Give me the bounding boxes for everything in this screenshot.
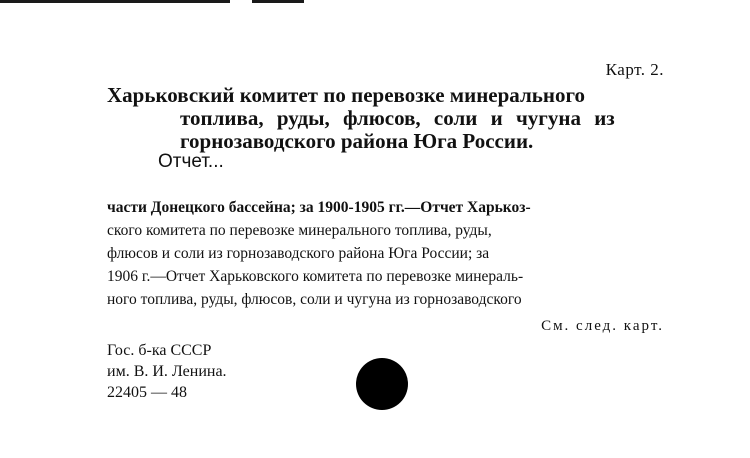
punch-hole — [356, 358, 408, 410]
library-line-2: им. В. И. Ленина. — [107, 363, 227, 380]
library-stamp — [107, 340, 227, 403]
card-number: Карт. 2. — [605, 60, 664, 79]
card-subtitle: Отчет... — [158, 151, 224, 172]
body-line-2: ского комитета по перевозке минерального топлива, руды, — [107, 222, 492, 239]
library-line-3: 22405 — 48 — [107, 384, 187, 401]
body-line-5: ного топлива, руды, флюсов, соли и чугуна из горнозаводского — [107, 291, 522, 308]
title-line-2: топлива, руды, флюсов, соли и чугуна из — [180, 106, 615, 130]
card-body — [107, 196, 667, 311]
top-border-mark — [0, 0, 230, 3]
library-line-1: Гос. б-ка СССР — [107, 342, 212, 359]
title-line-1: Харьковский комитет по перевозке минерального — [107, 83, 585, 107]
body-line-4: 1906 г.—Отчет Харьковского комитета по перевозке минераль- — [107, 268, 524, 285]
body-line-1: части Донецкого бассейна; за 1900-1905 гг.—Отчет Харькоз- — [107, 199, 531, 216]
see-next-card: См. след. карт. — [541, 318, 664, 334]
card-title — [107, 84, 677, 153]
body-line-3: флюсов и соли из горнозаводского района Юга России; за — [107, 245, 490, 262]
title-line-3: горнозаводского района Юга России. — [180, 129, 534, 153]
top-border-mark-short — [252, 0, 304, 3]
